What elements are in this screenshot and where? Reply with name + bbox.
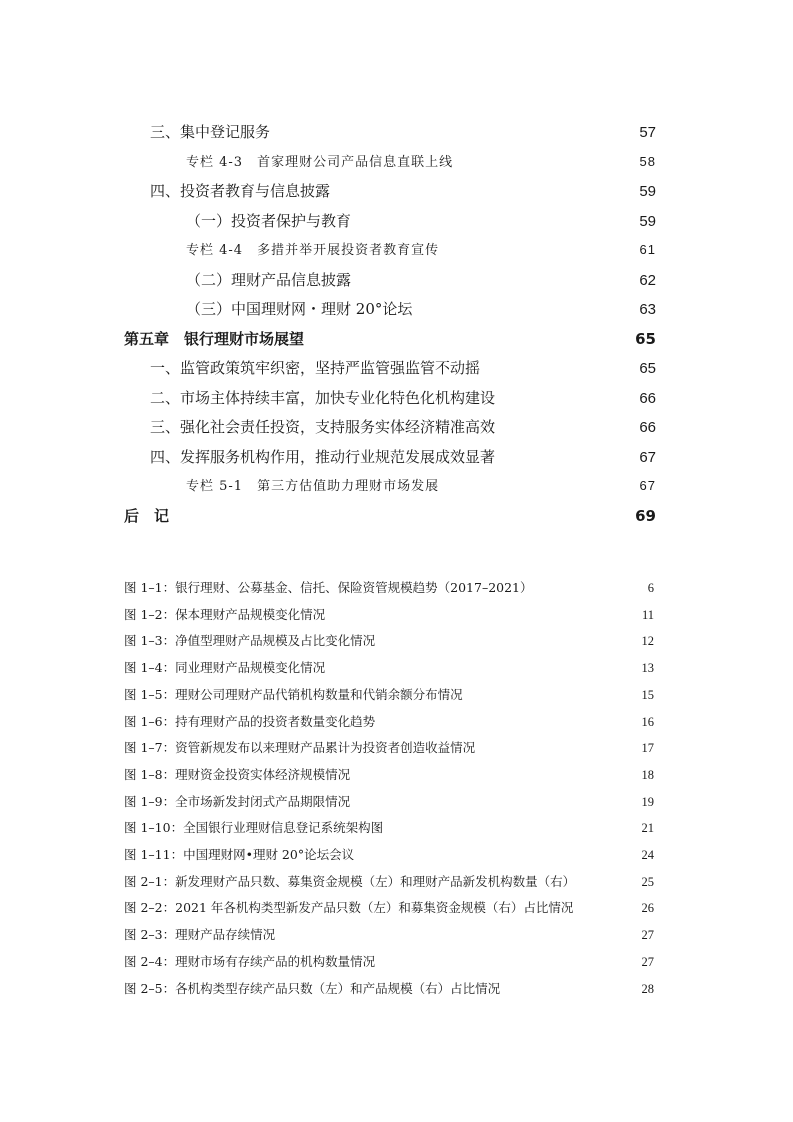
toc-page-number: 59	[639, 212, 656, 230]
toc-page-number: 69	[635, 506, 656, 525]
figures-title: 图 2–5：各机构类型存续产品只数（左）和产品规模（右）占比情况	[124, 980, 501, 996]
figures-row[interactable]	[124, 898, 654, 916]
toc-row[interactable]	[150, 357, 656, 378]
figures-row[interactable]	[124, 979, 654, 997]
figures-row[interactable]	[124, 658, 654, 676]
figures-page-number: 26	[641, 901, 654, 916]
toc-title: （二）理财产品信息披露	[186, 270, 352, 289]
figures-row[interactable]	[124, 605, 654, 623]
toc-title: 四、发挥服务机构作用，推动行业规范发展成效显著	[150, 447, 496, 466]
toc-row[interactable]	[186, 210, 656, 231]
figures-title: 图 1–4：同业理财产品规模变化情况	[124, 660, 326, 676]
figures-page-number: 25	[641, 874, 654, 889]
toc-title: 一、监管政策筑牢织密，坚持严监管强监管不动摇	[150, 359, 481, 377]
figures-page-number: 19	[641, 794, 654, 809]
toc-row[interactable]	[186, 269, 656, 290]
figures-title: 图 1–6：持有理财产品的投资者数量变化趋势	[124, 713, 376, 729]
figures-title: 图 2–4：理财市场有存续产品的机构数量情况	[124, 953, 376, 969]
figures-row[interactable]	[124, 818, 654, 836]
toc-page-number: 65	[635, 329, 656, 348]
toc-row[interactable]	[186, 475, 656, 494]
toc-title: 二、市场主体持续丰富，加快专业化特色化机构建设	[150, 388, 496, 407]
figures-title: 图 2–1：新发理财产品只数、募集资金规模（左）和理财产品新发机构数量（右）	[124, 873, 576, 889]
figures-title: 图 1–2：保本理财产品规模变化情况	[124, 606, 326, 622]
figures-row[interactable]	[124, 631, 654, 649]
toc-title: （三）中国理财网・理财 20°论坛	[186, 300, 413, 318]
toc-row[interactable]	[150, 446, 656, 467]
figures-title: 图 1–5：理财公司理财产品代销机构数量和代销余额分布情况	[124, 686, 463, 702]
figures-row[interactable]	[124, 872, 654, 890]
toc-page-number: 59	[639, 183, 656, 200]
toc-title: 专栏 4-3 首家理财公司产品信息直联上线	[186, 154, 454, 170]
toc-row[interactable]	[150, 180, 656, 201]
figures-page-number: 28	[641, 981, 654, 996]
figures-page-number: 21	[641, 821, 654, 836]
toc-page-number: 67	[639, 448, 656, 466]
figures-page-number: 11	[641, 607, 654, 622]
figures-row[interactable]	[124, 712, 654, 730]
toc-title: 四、投资者教育与信息披露	[150, 182, 331, 200]
figures-title: 图 1–7：资管新规发布以来理财产品累计为投资者创造收益情况	[124, 740, 476, 756]
figures-page-number: 6	[647, 581, 654, 595]
figures-page-number: 15	[641, 687, 654, 702]
toc-title: 专栏 5-1 第三方估值助力理财市场发展	[186, 479, 440, 494]
figures-page-number: 27	[641, 954, 654, 969]
toc-page-number: 67	[639, 478, 656, 493]
toc-title: 专栏 4-4 多措并举开展投资者教育宣传	[186, 243, 440, 258]
figures-row[interactable]	[124, 845, 654, 863]
figures-page-number: 17	[641, 741, 654, 756]
toc-row[interactable]	[150, 387, 656, 408]
toc-page-number: 62	[639, 271, 656, 289]
figures-row[interactable]	[124, 792, 654, 810]
toc-page-number: 61	[639, 242, 656, 257]
toc-title: （一）投资者保护与教育	[186, 211, 352, 230]
figures-row[interactable]	[124, 765, 654, 783]
figures-title: 图 1–10：全国银行业理财信息登记系统架构图	[124, 820, 384, 836]
figures-page-number: 16	[641, 714, 654, 729]
toc-title: 第五章 银行理财市场展望	[124, 329, 305, 348]
toc-row[interactable]	[186, 151, 656, 170]
figures-title: 图 2–3：理财产品存续情况	[124, 927, 276, 943]
toc-page-number: 66	[639, 419, 656, 436]
toc-row[interactable]	[150, 416, 656, 437]
figures-title: 图 1–3：净值型理财产品规模及占比变化情况	[124, 633, 376, 649]
toc-title: 三、集中登记服务	[150, 123, 271, 141]
figures-page-number: 13	[641, 661, 654, 676]
toc-row[interactable]	[124, 505, 656, 526]
toc-row[interactable]	[124, 328, 656, 349]
figures-row[interactable]	[124, 685, 654, 703]
toc-row[interactable]	[186, 298, 656, 319]
figures-page-number: 12	[641, 634, 654, 649]
figures-title: 图 2–2：2021 年各机构类型新发产品只数（左）和募集资金规模（右）占比情况	[124, 900, 574, 916]
toc-row[interactable]	[186, 239, 656, 258]
toc-page-number: 65	[639, 360, 656, 377]
toc-page-number: 63	[639, 301, 656, 318]
figures-page-number: 18	[641, 767, 654, 782]
figures-row[interactable]	[124, 738, 654, 756]
figures-row[interactable]	[124, 952, 654, 970]
figures-row[interactable]	[124, 578, 654, 596]
figures-title: 图 1–9：全市场新发封闭式产品期限情况	[124, 793, 351, 809]
figures-page-number: 27	[641, 928, 654, 943]
figures-title: 图 1–11：中国理财网•理财 20°论坛会议	[124, 847, 355, 862]
toc-row[interactable]	[150, 121, 656, 142]
toc-page-number: 66	[639, 389, 656, 407]
figures-title: 图 1–8：理财资金投资实体经济规模情况	[124, 766, 351, 782]
toc-page-number: 58	[639, 153, 656, 169]
toc-page-number: 57	[639, 124, 656, 141]
toc-title: 三、强化社会责任投资，支持服务实体经济精准高效	[150, 418, 496, 436]
figures-title: 图 1–1：银行理财、公募基金、信托、保险资管规模趋势（2017–2021）	[124, 580, 533, 595]
figures-row[interactable]	[124, 925, 654, 943]
figures-page-number: 24	[641, 848, 654, 862]
toc-title: 后 记	[124, 506, 170, 525]
